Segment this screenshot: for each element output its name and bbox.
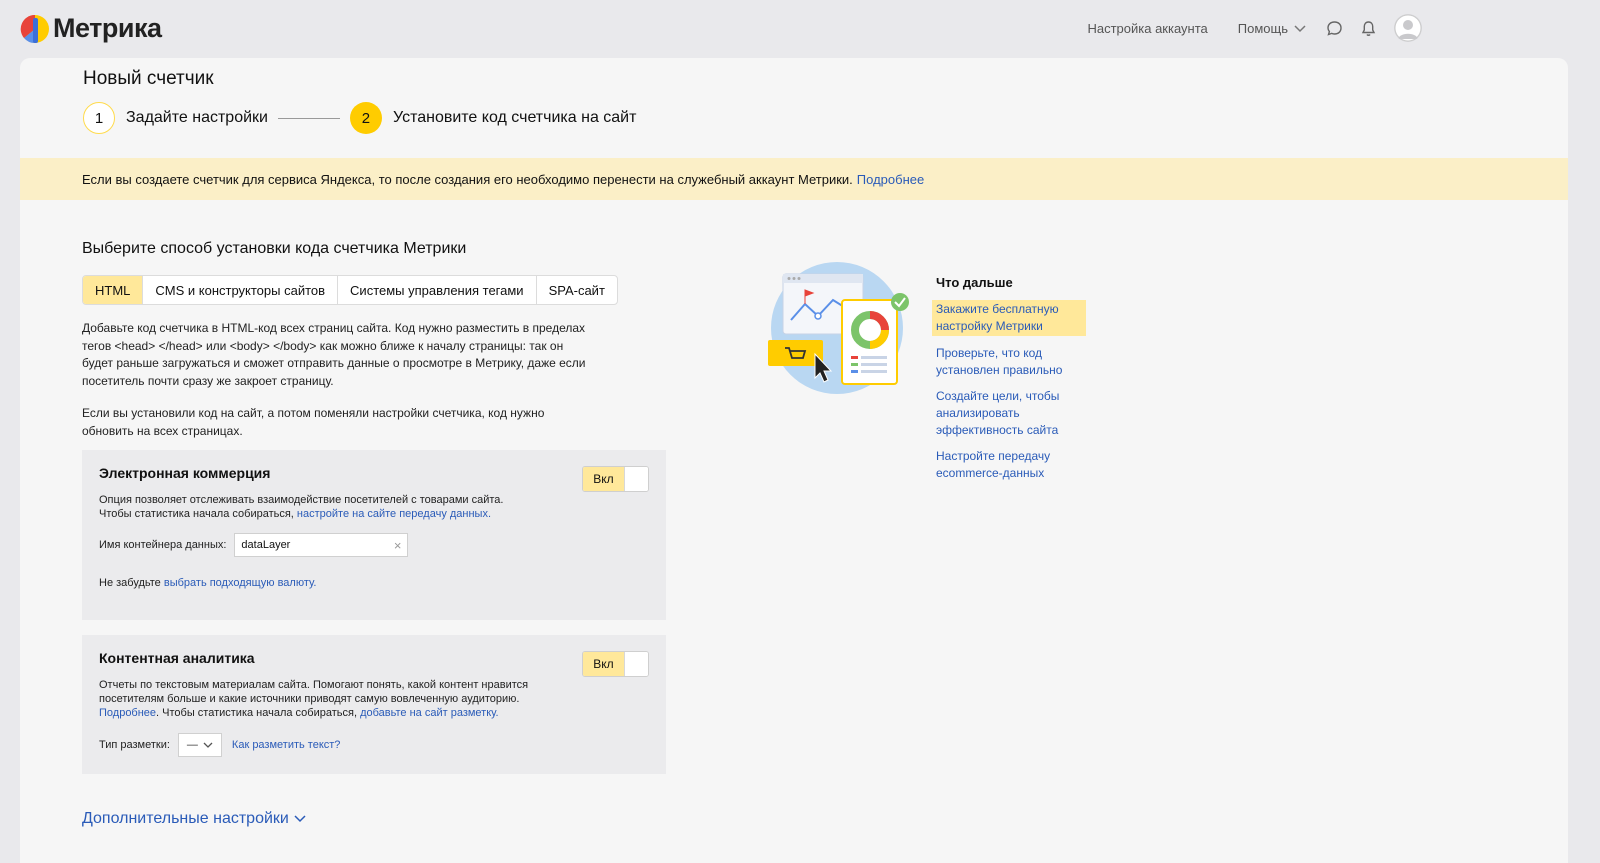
account-settings-link[interactable]: Настройка аккаунта <box>1087 20 1208 36</box>
data-container-input[interactable] <box>234 533 408 557</box>
content-analytics-markup-link[interactable]: добавьте на сайт разметку. <box>360 707 499 719</box>
ecommerce-description <box>99 493 539 521</box>
main-card <box>20 58 1568 863</box>
tab-html[interactable]: HTML <box>83 276 143 304</box>
data-container-label: Имя контейнера данных: <box>99 539 227 551</box>
content-analytics-text-2: . Чтобы статистика начала собираться, <box>156 707 361 719</box>
next-steps <box>936 275 1086 491</box>
content-analytics-more-link[interactable]: Подробнее <box>99 707 157 719</box>
next-steps-title: Что дальше <box>936 275 1013 290</box>
step-divider <box>278 118 340 119</box>
content-analytics-toggle-label: Вкл <box>583 652 625 676</box>
next-link-check-code[interactable]: Проверьте, что код установлен правильно <box>936 346 1063 377</box>
logo-text: Метрика <box>53 13 162 43</box>
content-analytics-toggle-knob <box>625 652 648 676</box>
clear-icon[interactable]: × <box>393 537 402 553</box>
tab-cms[interactable]: CMS и конструкторы сайтов <box>143 276 338 304</box>
metrika-illustration <box>765 260 910 395</box>
help-label: Помощь <box>1237 20 1288 36</box>
notice-text: Если вы создаете счетчик для сервиса Яндекса, то после создания его необходимо перенести на служебный аккаунт Метрики. <box>82 171 853 187</box>
step-1-number[interactable]: 1 <box>83 102 115 134</box>
notice-banner <box>20 158 1568 200</box>
ecommerce-setup-link[interactable]: настройте на сайте передачу данных. <box>296 508 492 520</box>
stepper <box>83 102 636 134</box>
notice-more-link[interactable]: Подробнее <box>856 171 925 187</box>
additional-settings-toggle[interactable] <box>82 810 306 828</box>
chevron-down-icon <box>294 810 306 828</box>
install-title: Выберите способ установки кода счетчика Метрики <box>82 240 467 257</box>
install-method-tabs <box>82 275 618 305</box>
help-menu[interactable] <box>1238 21 1306 36</box>
currency-link[interactable]: выбрать подходящую валюту. <box>163 577 317 589</box>
markup-type-label: Тип разметки: <box>99 739 170 751</box>
how-to-markup-link[interactable]: Как разметить текст? <box>231 739 341 751</box>
metrika-logo[interactable] <box>20 13 162 44</box>
content-analytics-text-1: Отчеты по текстовым материалам сайта. Помогают понять, какой контент нравится посетителям больше и какие источники приводят самую вовлеченную аудиторию. <box>99 679 529 705</box>
markup-type-select[interactable] <box>178 733 222 757</box>
page-title: Новый счетчик <box>83 68 214 89</box>
user-avatar[interactable] <box>1394 14 1422 42</box>
content-analytics-title: Контентная аналитика <box>99 650 255 666</box>
ecommerce-title: Электронная коммерция <box>99 465 271 481</box>
chevron-down-icon <box>203 739 213 751</box>
content-analytics-option <box>82 635 666 774</box>
data-container-value: dataLayer <box>241 539 291 551</box>
data-container-row <box>99 533 408 557</box>
step-1-label[interactable]: Задайте настройки <box>126 109 268 126</box>
ecommerce-text-2: Чтобы статистика начала собираться, <box>99 508 297 520</box>
chevron-down-icon <box>1294 21 1306 36</box>
content-analytics-toggle[interactable] <box>582 651 649 677</box>
ecommerce-option <box>82 450 666 620</box>
step-2-number: 2 <box>350 102 382 134</box>
markup-type-row <box>99 733 340 757</box>
next-link-create-goals[interactable]: Создайте цели, чтобы анализировать эффективность сайта <box>936 389 1060 437</box>
metrika-logo-icon <box>20 14 50 44</box>
ecommerce-text-1: Опция позволяет отслеживать взаимодействие посетителей с товарами сайта. <box>99 494 504 506</box>
chat-icon[interactable] <box>1326 20 1343 37</box>
next-link-free-setup[interactable]: Закажите бесплатную настройку Метрики <box>932 300 1086 336</box>
ecommerce-toggle[interactable] <box>582 466 649 492</box>
ecommerce-toggle-label: Вкл <box>583 467 625 491</box>
bell-icon[interactable] <box>1361 20 1376 37</box>
tab-tag-managers[interactable]: Системы управления тегами <box>338 276 537 304</box>
markup-type-value: — <box>186 739 198 751</box>
currency-hint <box>99 576 539 590</box>
content-analytics-description <box>99 678 549 720</box>
additional-settings-label: Дополнительные настройки <box>82 810 289 827</box>
install-update-note: Если вы установили код на сайт, а потом поменяли настройки счетчика, код нужно обновить на всех страницах. <box>82 406 545 438</box>
currency-hint-text: Не забудьте <box>99 577 164 589</box>
next-link-ecommerce[interactable]: Настройте передачу ecommerce-данных <box>936 449 1051 480</box>
tab-spa[interactable]: SPA-сайт <box>548 282 605 298</box>
ecommerce-toggle-knob <box>625 467 648 491</box>
install-description: Добавьте код счетчика в HTML-код всех страниц сайта. Код нужно разместить в пределах тегов <head> </head> или <body> </body> как можно ближе к началу страницы: так он будет раньше загружаться и сможет отправить данные о просмотре в Метрику, даже если посетитель почти сразу же закроет страницу. <box>82 321 586 388</box>
top-header <box>0 0 1600 56</box>
step-2-label: Установите код счетчика на сайт <box>392 109 637 126</box>
